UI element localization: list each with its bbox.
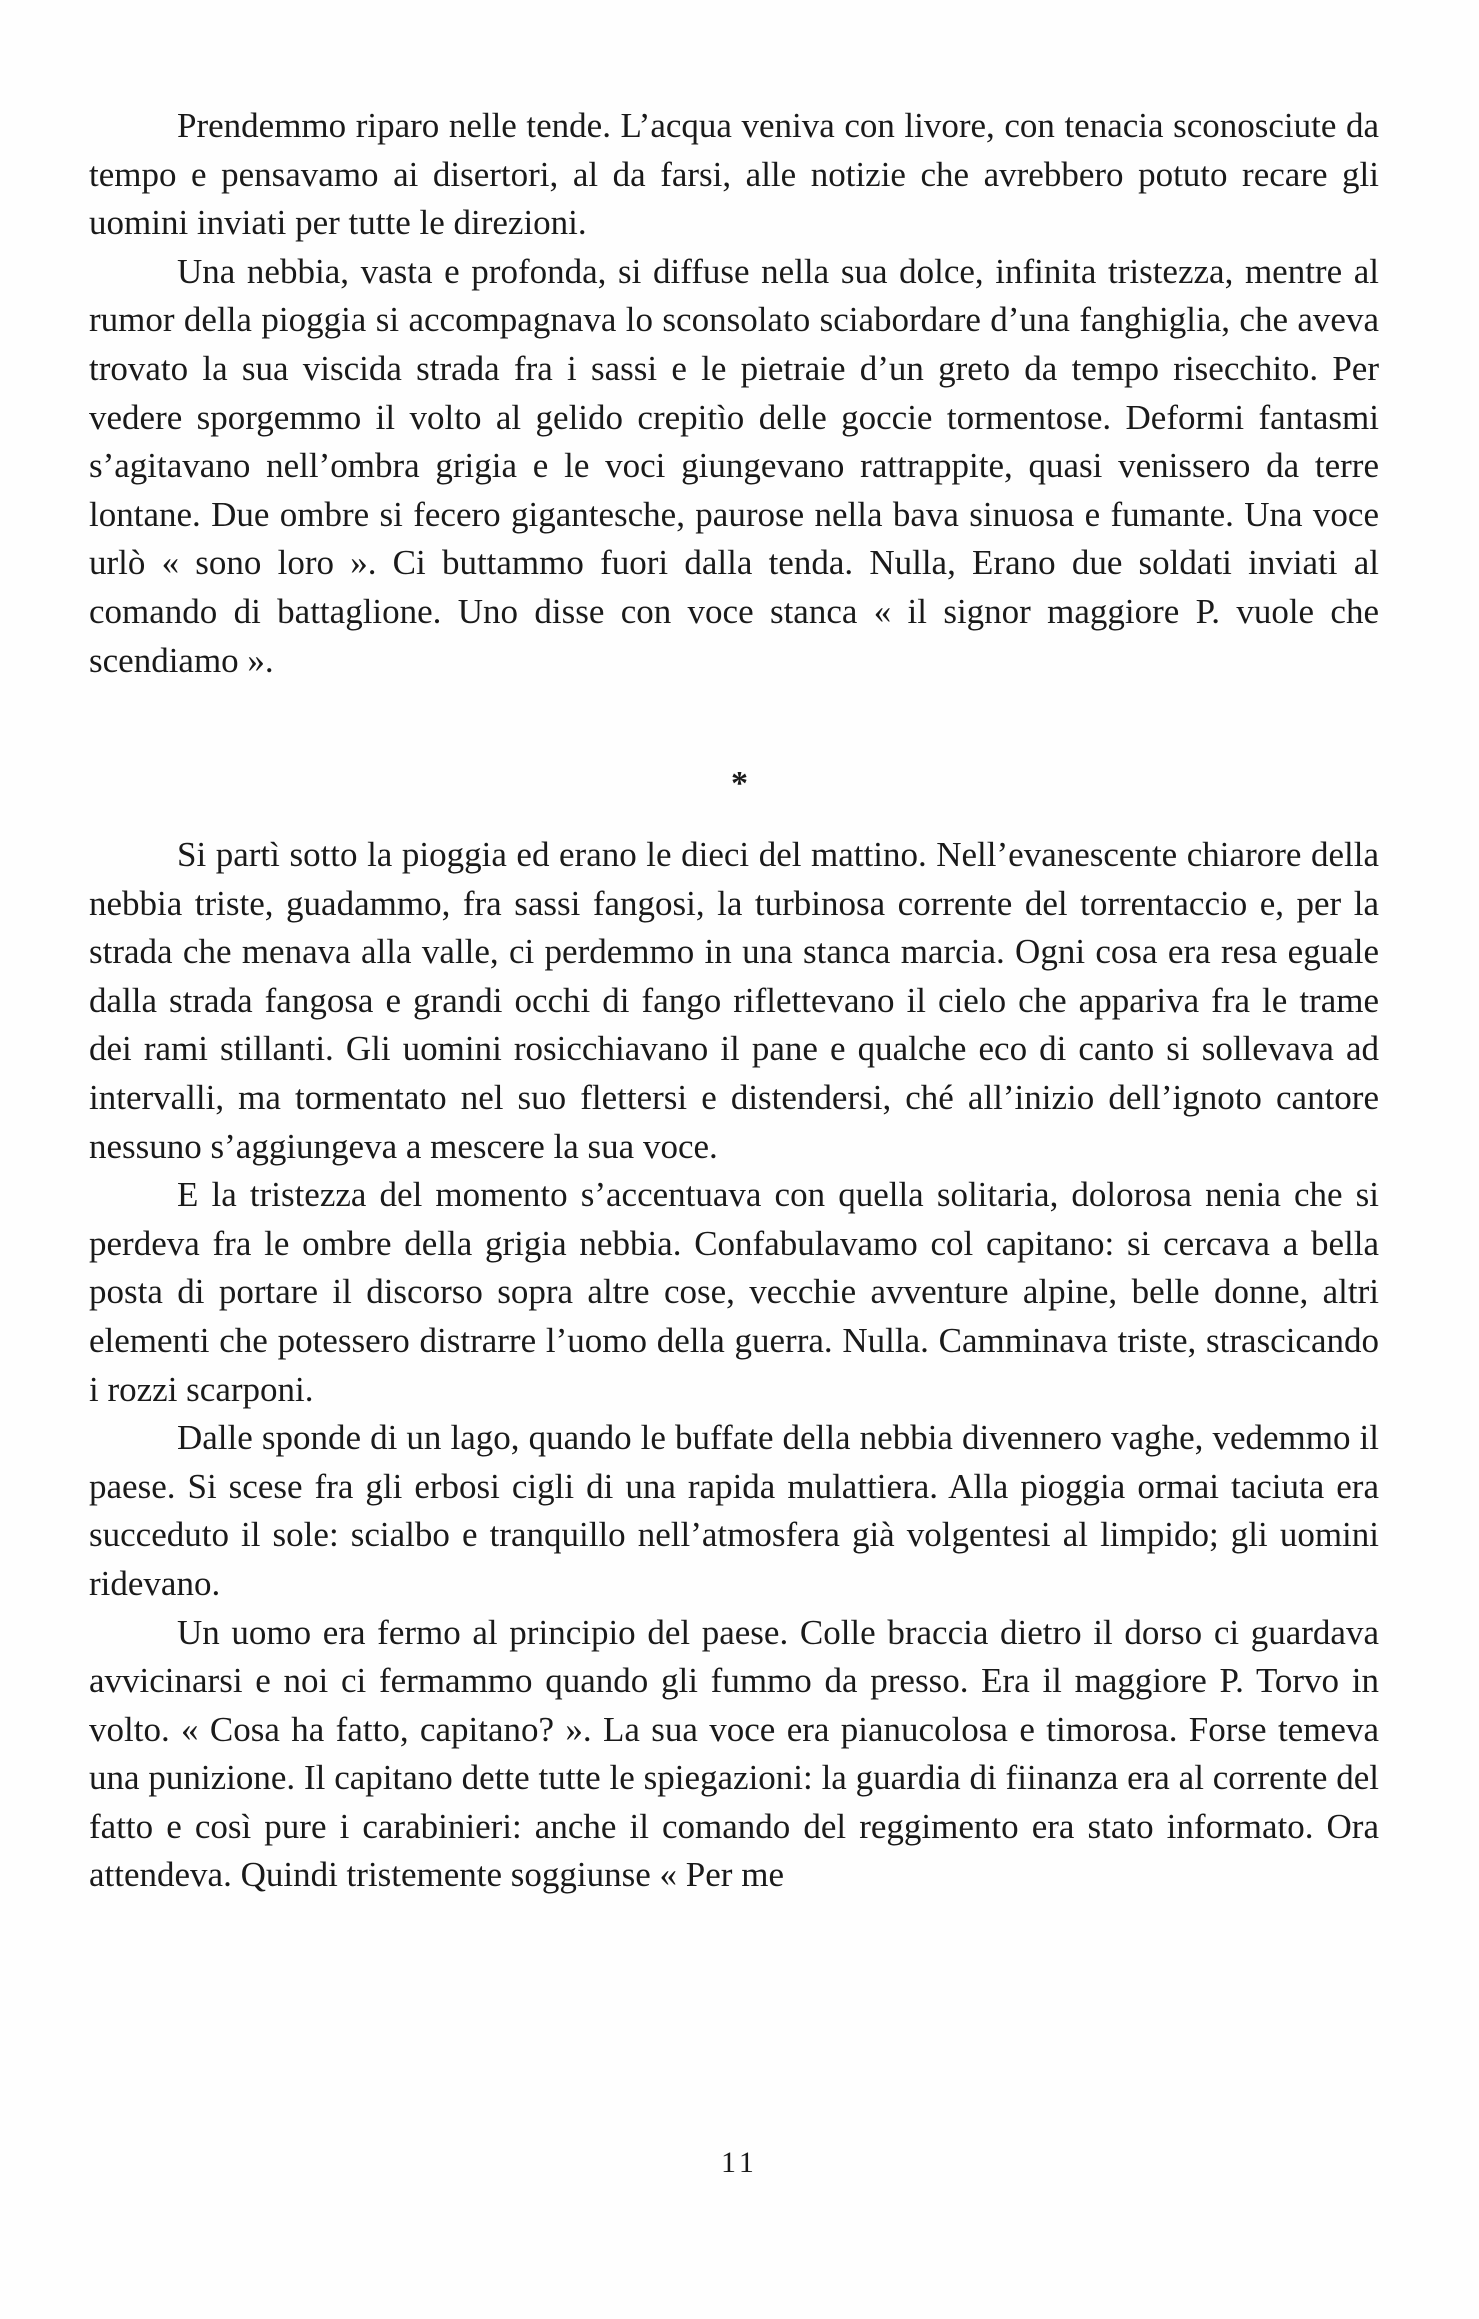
paragraph: Prendemmo riparo nelle tende. L’acqua veniva con livore, con tenacia sconosciute da tempo e pensavamo ai disertori, al da farsi, alle notizie che avrebbero potuto recare gli uomini inviati per tutte le direzioni.	[89, 106, 1379, 243]
paragraph: E la tristezza del momento s’accentuava con quella solitaria, dolorosa nenia che si perdeva fra le ombre della grigia nebbia. Confabulavamo col capitano: si cercava a bella posta di portare il discorso sopra altre cose, vecchie avventure alpine, belle donne, altri elementi che potessero distrarre l’uomo della guerra. Nulla. Camminava triste, strascicando i rozzi scarponi.	[89, 1175, 1379, 1409]
paragraph: Una nebbia, vasta e profonda, si diffuse nella sua dolce, infinita tristezza, mentre al rumor della pioggia si accompagnava lo sconsolato sciabordare d’una fanghiglia, che aveva trovato la sua viscida strada fra i sassi e le pietraie d’un greto da tempo risecchito. Per vedere sporgemmo il volto al gelido crepitìo delle goccie tormentose. Deformi fantasmi s’agitavano nell’ombra grigia e le voci giungevano rattrappite, quasi venissero da terre lontane. Due ombre si fecero gigantesche, paurose nella bava sinuosa e fumante. Una voce urlò « sono loro ». Ci buttammo fuori dalla tenda. Nulla, Erano due soldati inviati al comando di battaglione. Uno disse con voce stanca « il signor maggiore P. vuole che scendiamo ».	[89, 251, 1379, 680]
text-block-top	[89, 102, 1379, 685]
section-break-asterisk: *	[731, 765, 748, 802]
paragraph: Un uomo era fermo al principio del paese. Colle braccia dietro il dorso ci guardava avvicinarsi e noi ci fermammo quando gli fummo da presso. Era il maggiore P. Torvo in volto. « Cosa ha fatto, capitano? ». La sua voce era pianucolosa e timorosa. Forse temeva una punizione. Il capitano dette tutte le spiegazioni: la guardia di fiinanza era al corrente del fatto e così pure i carabinieri: anche il comando del reggimento era stato informato. Ora attendeva. Quindi tristemente soggiunse « Per me	[89, 1612, 1379, 1895]
text-block-bottom	[89, 831, 1379, 1900]
page-number: 11	[721, 2146, 758, 2179]
paragraph: Dalle sponde di un lago, quando le buffate della nebbia divennero vaghe, vedemmo il paese. Si scese fra gli erbosi cigli di una rapida mulattiera. Alla pioggia ormai taciuta era succeduto il sole: scialbo e tranquillo nell’atmosfera già volgentesi al limpido; gli uomini ridevano.	[89, 1418, 1379, 1603]
paragraph: Si partì sotto la pioggia ed erano le dieci del mattino. Nell’evanescente chiarore della nebbia triste, guadammo, fra sassi fangosi, la turbinosa corrente del torrentaccio e, per la strada che menava alla valle, ci perdemmo in una stanca marcia. Ogni cosa era resa eguale dalla strada fangosa e grandi occhi di fango riflettevano il cielo che appariva fra le trame dei rami stillanti. Gli uomini rosicchiavano il pane e qualche eco di canto si sollevava ad intervalli, ma tormentato nel suo flettersi e distendersi, ché all’inizio dell’ignoto cantore nessuno s’aggiungeva a mescere la sua voce.	[89, 835, 1379, 1166]
